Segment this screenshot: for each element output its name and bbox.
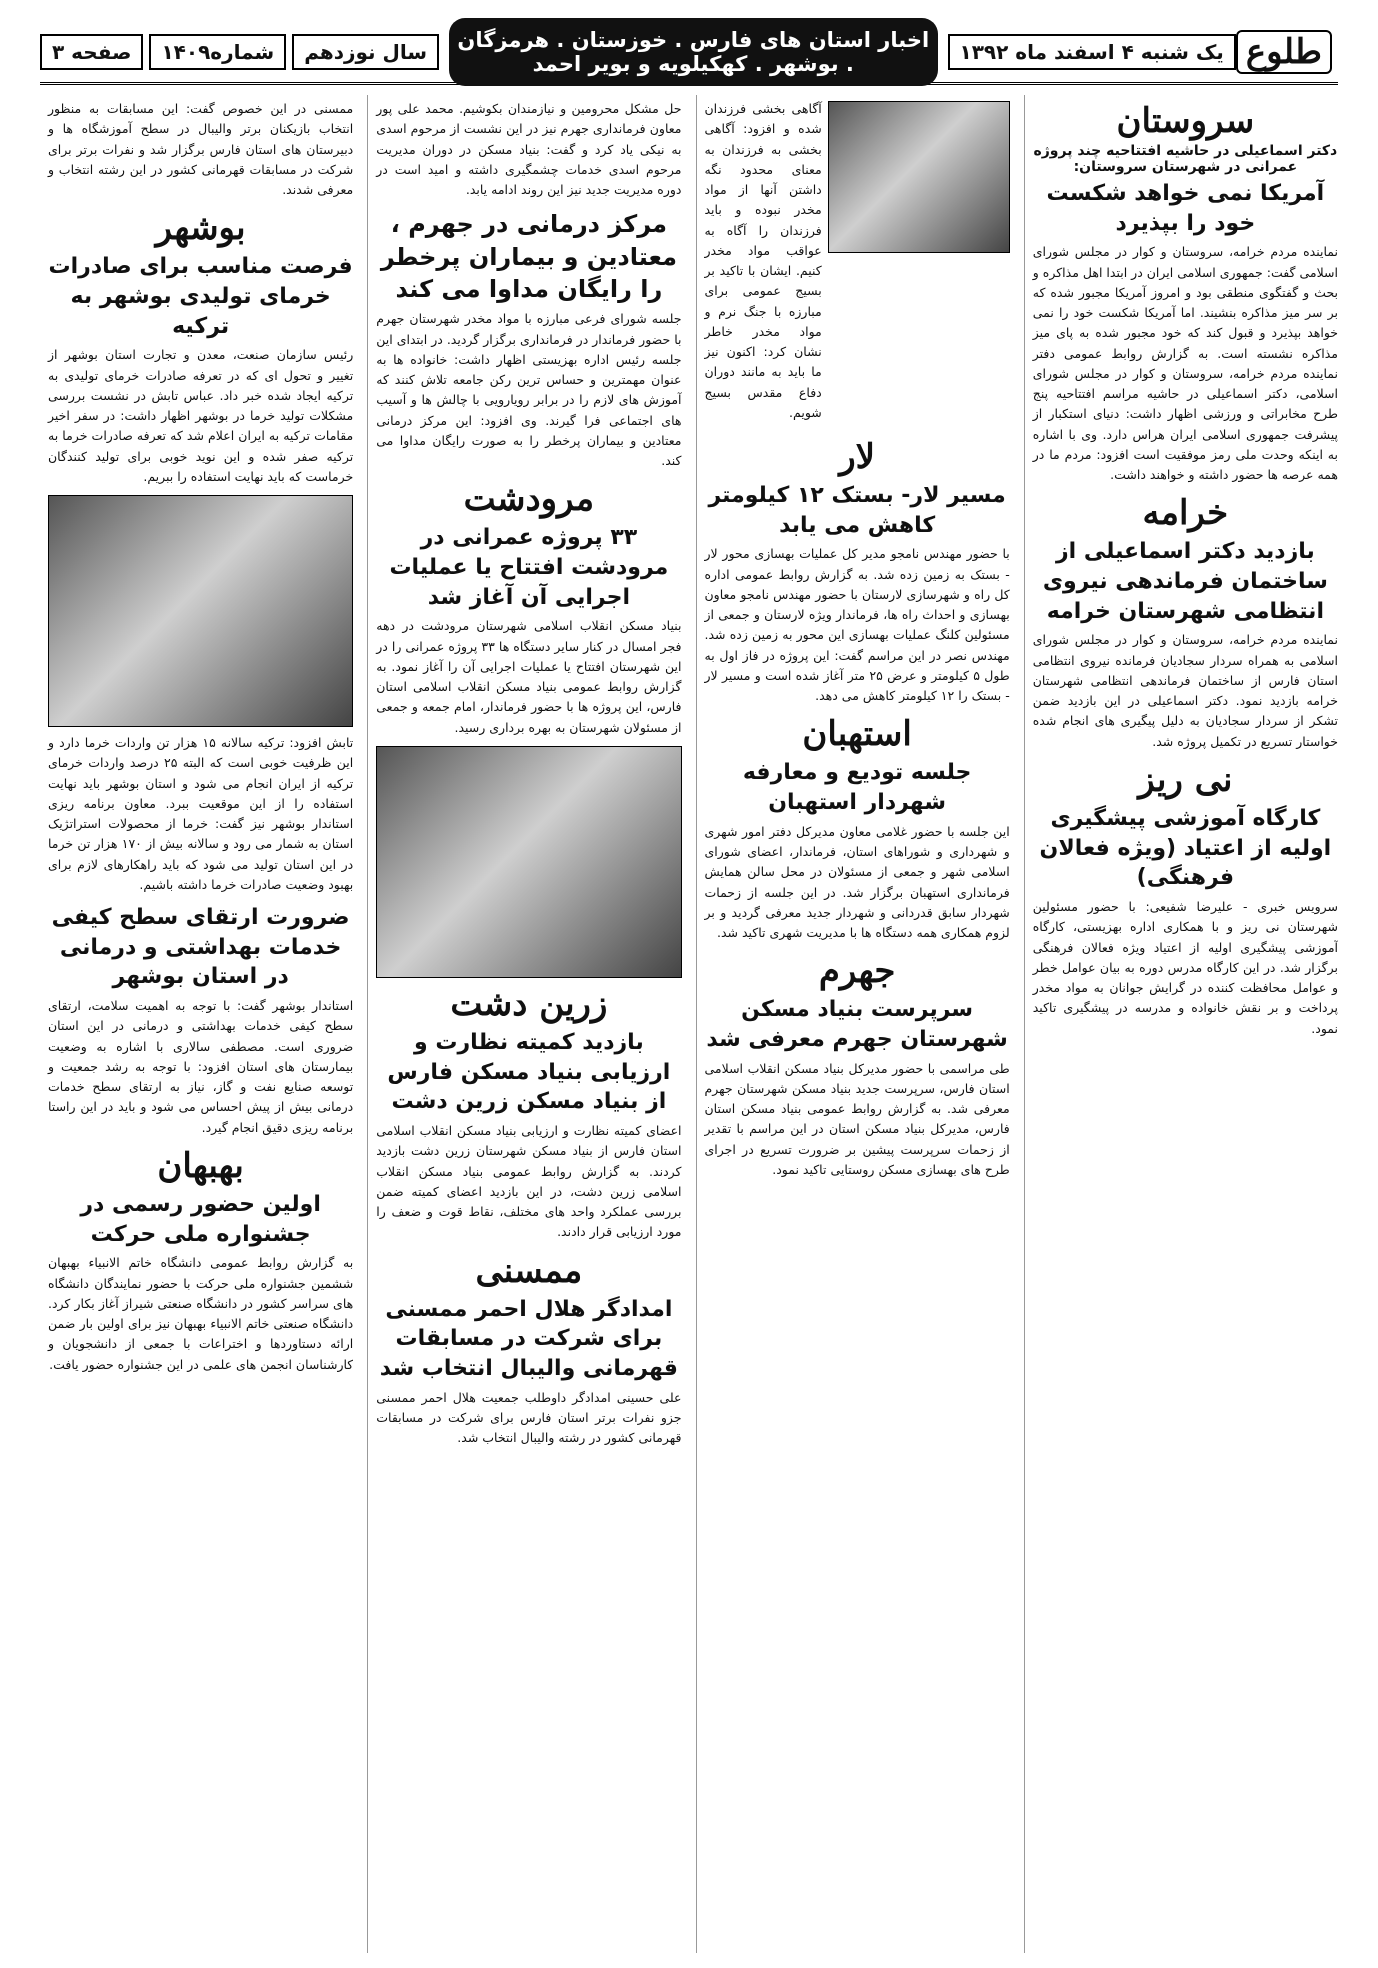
- section-title-estahban: استهبان: [802, 714, 912, 755]
- article-headline: ضرورت ارتقای سطح کیفی خدمات بهداشتی و درمانی در استان بوشهر: [51, 905, 350, 990]
- ribbon-cutting-photo: [376, 746, 681, 978]
- article-headline: فرصت مناسب برای صادرات خرمای تولیدی بوشهر به ترکیه: [48, 254, 353, 339]
- portrait-photo: [48, 495, 353, 727]
- column-1: [1024, 95, 1338, 1953]
- section-title-kharameh: خرامه: [1142, 493, 1229, 534]
- article-headline: بازدید کمیته نظارت و ارزیابی بنیاد مسکن فارس از بنیاد مسکن زرین دشت: [387, 1029, 671, 1115]
- article-body: علی حسینی امدادگر داوطلب جمعیت هلال احمر ممسنی جزو نفرات برتر استان فارس برای شرکت در مسابقات قهرمانی کشور در رشته والیبال انتخاب شد.: [376, 1389, 682, 1446]
- article-headline: مسیر لار- بستک ۱۲ کیلومتر کاهش می یابد: [708, 483, 1006, 538]
- section-title-behbahan: بهبهان: [157, 1145, 244, 1186]
- masthead-left: [40, 34, 439, 70]
- masthead-right: [948, 30, 1339, 74]
- article-headline: بازدید دکتر اسماعیلی از ساختمان فرماندهی نیروی انتظامی شهرستان خرامه: [1042, 539, 1328, 624]
- column-4: [40, 95, 353, 1953]
- article-body: رئیس سازمان صنعت، معدن و تجارت استان بوشهر از تغییر و تحول ای که در تعرفه صادرات خرمای تولیدی به ترکیه ایجاد شده خبر داد. عباس تابش در نشست بررسی مشکلات تولید خرما در بوشهر اظهار داشت: در سفر اخیر مقامات ترکیه به ایران اعلام شد که تعرفه صادرات خرما به ترکیه صفر شده و این نوید خوبی برای تولید کنندگان خرماست که باید نهایت استفاده را ببریم.: [48, 347, 354, 484]
- article-headline: امدادگر هلال احمر ممسنی برای شرکت در مسابقات قهرمانی والیبال انتخاب شد: [379, 1296, 678, 1381]
- section-title-lar: لار: [839, 437, 876, 477]
- article-headline: سرپرست بنیاد مسکن شهرستان جهرم معرفی شد: [706, 997, 1008, 1052]
- ceremony-photo: [828, 101, 1010, 253]
- article-body: ممسنی در این خصوص گفت: این مسابقات به منظور انتخاب بازیکنان برتر والیبال در سطح آموزشگاه ها و دبیرستان های استان فارس برگزار شد و نفرات برتر برای شرکت در مسابقات قهرمانی کشور در این رشته انتخاب و معرفی شدند.: [48, 101, 354, 197]
- column-2: [696, 95, 1010, 1953]
- issue-date: یک شنبه ۴ اسفند ماه ۱۳۹۲: [948, 34, 1236, 70]
- page-number: صفحه ۳: [40, 34, 143, 70]
- section-title-mamasani: ممسنی: [475, 1250, 583, 1291]
- article-body: نماینده مردم خرامه، سروستان و کوار در مجلس شورای اسلامی گفت: جمهوری اسلامی ایران در ابتدا اهل مذاکره و بحث و گفتگوی منطقی بود و امروز آمریکا مجبور شده که بر سر میز مذاکره بنشیند. اما آمریکا شکست خود را نمی خواهد بپذیرد و قبول کند که خود مجبور شده به پای میز مذاکره نشسته است. به گزارش روابط عمومی دفتر نماینده مردم خرامه، سروستان و کوار در مجلس شورای اسلامی، دکتر اسماعیلی در حاشیه مراسم افتتاحیه پنج طرح مخابراتی و ورزشی اظهار داشت: دنیای استکبار از پیشرفت جمهوری اسلامی ایران هراس دارد. وی با اشاره به اینکه وحدت ملی رمز موفقیت است افزود: مردم ما در همه عرصه ها حضور داشته و خواهند داشت.: [1032, 244, 1338, 483]
- intro-block: [705, 95, 1010, 431]
- article-body: تابش افزود: ترکیه سالانه ۱۵ هزار تن واردات خرما دارد و این ظرفیت خوبی است که البته ۲۵ درصد واردات خرمای ترکیه از ایران انجام می شود و استان بوشهر باید نهایت استفاده را از این موقعیت ببرد. معاون برنامه ریزی استاندار بوشهر نیز گفت: خرما از محصولات استراتژیک استان به شمار می رود و سالانه بیش از ۱۷۰ هزار تن خرما در این استان تولید می شود که باید راهکارهای لازم برای بهبود وضعیت صادرات خرما داشته باشیم.: [48, 735, 354, 892]
- article-body: بنیاد مسکن انقلاب اسلامی شهرستان مرودشت در دهه فجر امسال در کنار سایر دستگاه ها ۳۳ پروژه عمرانی را در این شهرستان افتتاح یا عملیات اجرایی آن را آغاز نمود. به گزارش روابط عمومی بنیاد مسکن انقلاب اسلامی استان فارس، این پروژه ها با حضور فرماندار، امام جمعه و جمعی از مسئولان شهرستان به بهره برداری رسید.: [376, 618, 682, 735]
- article-body: استاندار بوشهر گفت: با توجه به اهمیت سلامت، ارتقای سطح کیفی خدمات بهداشتی و درمانی در این استان ضروری است. مصطفی سالاری با اشاره به وضعیت بیمارستان های استان افزود: با توجه به رشد جمعیت و توسعه صنایع نفت و گاز، نیاز به ارتقای سطح خدمات درمانی بیش از پیش احساس می شود و باید در این راستا برنامه ریزی دقیق انجام گیرد.: [48, 998, 354, 1135]
- article-subtitle: دکتر اسماعیلی در حاشیه افتتاحیه چند پروژه عمرانی در شهرستان سروستان:: [1033, 143, 1338, 175]
- article-body: حل مشکل محرومین و نیازمندان بکوشیم. محمد علی پور معاون فرمانداری جهرم نیز در این نشست از مرحوم اسدی به نیکی یاد کرد و گفت: بنیاد مسکن در دوران مدیریت مرحوم اسدی خدمات چشمگیری داشته و امید است در دوره مدیریت جدید نیز این روند ادامه یابد.: [376, 101, 682, 197]
- article-headline: جلسه تودیع و معارفه شهردار استهبان: [742, 760, 972, 816]
- masthead: [40, 22, 1338, 85]
- article-headline: آمریکا نمی خواهد شکست خود را بپذیرد: [1046, 181, 1325, 236]
- article-body: آگاهی بخشی فرزندان شده و افزود: آگاهی بخشی به فرزندان به معنای محدود نگه داشتن آنها از مواد مخدر نبوده و باید فرزندان را آگاه به عواقب مواد مخدر کنیم. ایشان با تاکید بر بسیج عمومی برای مبارزه با جنگ نرم و مواد مخدر خاطر نشان کرد: اکنون نیز ما باید به مانند دوران دفاع مقدس بسیج شویم.: [704, 101, 822, 420]
- article-body: طی مراسمی با حضور مدیرکل بنیاد مسکن انقلاب اسلامی استان فارس، سرپرست جدید بنیاد مسکن شهرستان جهرم معرفی شد. به گزارش روابط عمومی بنیاد مسکن استان فارس، مدیرکل بنیاد مسکن استان در این مراسم با تقدیر از زحمات سرپرست پیشین بر ضرورت تسریع در اجرای طرح های بهسازی مسکن روستایی تاکید نمود.: [704, 1060, 1010, 1177]
- article-headline: مرکز درمانی در جهرم ، معتادین و بیماران پرخطر را رایگان مداوا می کند: [380, 210, 677, 304]
- article-headline: اولین حضور رسمی در جشنواره ملی حرکت: [80, 1191, 321, 1247]
- article-body: نماینده مردم خرامه، سروستان و کوار در مجلس شورای اسلامی به همراه سردار سجادیان فرمانده نیروی انتظامی استان فارس از ساختمان فرماندهی انتظامی شهرستان خرامه بازدید نمود. دکتر اسماعیلی در این بازدید ضمن تشکر از سردار سجادیان به دلیل پیگیری های انجام شده خواستار تسریع در تکمیل پروژه شد.: [1032, 632, 1338, 749]
- article-headline: ۳۳ پروژه عمرانی در مرودشت افتتاح یا عملیات اجرایی آن آغاز شد: [389, 525, 669, 610]
- section-title-neyriz: نی ریز: [1138, 759, 1233, 800]
- article-body: این جلسه با حضور غلامی معاون مدیرکل دفتر امور شهری و شهرداری و شوراهای استان، فرماندار، اعضای شورای اسلامی شهر و جمعی از مسئولان در محل سالن همایش فرمانداری استهبان برگزار شد. در این جلسه از زحمات شهردار سابق قدردانی و شهردار جدید معرفی گردید و بر لزوم همکاری همه دستگاه ها با مدیریت شهری تاکید شد.: [704, 823, 1010, 940]
- column-3: [367, 95, 681, 1953]
- section-title-zarrindasht: زرین دشت: [450, 983, 608, 1024]
- section-banner: اخبار استان های فارس . خوزستان . هرمزگان . بوشهر . کهکیلویه و بویر احمد: [449, 18, 937, 86]
- issue-number: شماره۱۴۰۹: [149, 34, 286, 70]
- article-headline: کارگاه آموزشی پیشگیری اولیه از اعتیاد (ویژه فعالان فرهنگی): [1039, 805, 1332, 891]
- article-body: جلسه شورای فرعی مبارزه با مواد مخدر شهرستان جهرم با حضور فرماندار در فرمانداری برگزار گردید. در ابتدای این جلسه رئیس اداره بهزیستی اظهار داشت: خانواده ها به عنوان مهمترین و حساس ترین رکن جامعه تلاش کنند که آموزش های لازم را در برابر رویارویی با چالش ها و آسیب های اجتماعی فرا گیرند. وی افزود: این مرکز درمانی معتادین و بیماران پرخطر را به صورت رایگان مداوا می کند.: [376, 311, 682, 469]
- article-body: اعضای کمیته نظارت و ارزیابی بنیاد مسکن انقلاب اسلامی استان فارس از بنیاد مسکن شهرستان زرین دشت بازدید کردند. به گزارش روابط عمومی بنیاد مسکن انقلاب اسلامی زرین دشت، در این بازدید اعضای کمیته ضمن بررسی عملکرد واحد های مختلف، نقاط قوت و ضعف را مورد ارزیابی قرار دادند.: [376, 1123, 682, 1240]
- article-body: با حضور مهندس نامجو مدیر کل عملیات بهسازی محور لار - بستک به زمین زده شد. به گزارش روابط عمومی اداره کل راه و شهرسازی لارستان با حضور مهندس نامجو معاون بهسازی و احداث راه ها، فرماندار ویژه لارستان و جمعی از مسئولین کلنگ عملیات بهسازی این محور به زمین زده شد. مهندس نصر در این مراسم گفت: این پروژه در فاز اول به طول ۵ کیلومتر و عرض ۲۵ متر آغاز شده است و مسیر لار - بستک را ۱۲ کیلومتر کاهش می دهد.: [704, 546, 1010, 704]
- volume-year: سال نوزدهم: [292, 34, 439, 70]
- section-title-sarvestan: سروستان: [1116, 101, 1255, 141]
- article-body: سرویس خبری - علیرضا شفیعی: با حضور مسئولین شهرستان نی ریز و با همکاری اداره بهزیستی، کارگاه آموزشی پیشگیری اولیه از اعتیاد ویژه فعالان فرهنگی برگزار شد. در این کارگاه مدرس دوره به بیان عوامل خطر و عوامل محافظت کننده در گرایش جوانان به مواد مخدر پرداخت و بر نقش خانواده و مدرسه در پیشگیری تاکید نمود.: [1032, 899, 1338, 1036]
- newspaper-logo: طلوع: [1236, 30, 1332, 74]
- article-body: به گزارش روابط عمومی دانشگاه خاتم الانبیاء بهبهان ششمین جشنواره ملی حرکت با حضور نمایندگان دانشگاه های سراسر کشور در دانشگاه صنعتی شیراز آغاز بکار کرد. دانشگاه صنعتی خاتم الانبیاء بهبهان نیز برای اولین بار ضمن ارائه دستاوردها و اختراعات با جمعی از دانشجویان و کارشناسان انجمن های علمی در این جشنواره حضور یافت.: [48, 1255, 354, 1372]
- section-title-bushehr: بوشهر: [155, 208, 246, 249]
- columns: [40, 95, 1338, 1953]
- section-title-jahrom: جهرم: [818, 951, 896, 992]
- section-title-marvdasht: مرودشت: [463, 479, 595, 520]
